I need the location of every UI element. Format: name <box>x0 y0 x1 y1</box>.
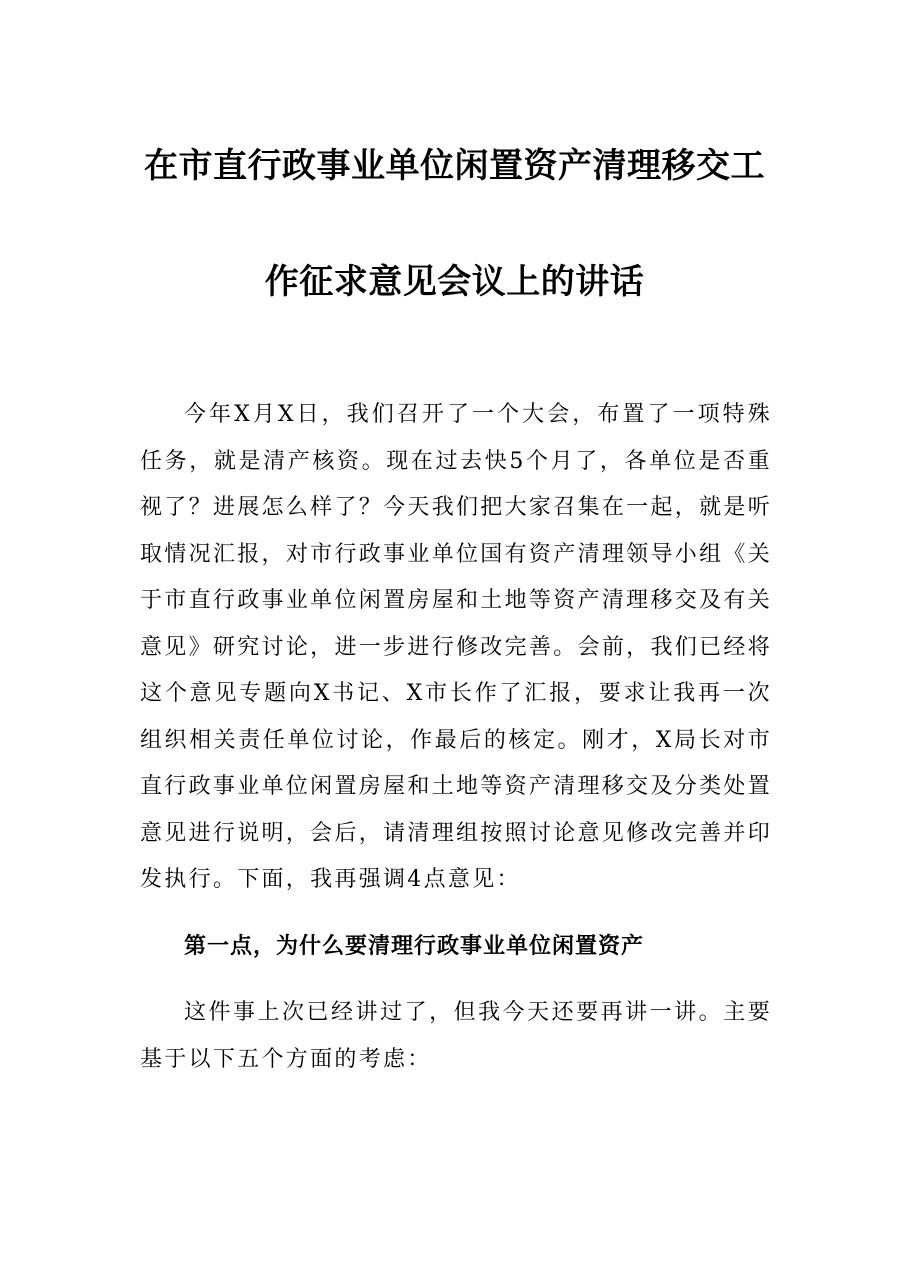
body-paragraph-intro: 今年X月X日，我们召开了一个大会，布置了一项特殊任务，就是清产核资。现在过去快5个月了，各单位是否重视了？进展怎么样了？今天我们把大家召集在一起，就是听取情况汇报，对市行政事业单位国有资产清理领导小组《关于市直行政事业单位闲置房屋和土地等资产清理移交及有关意见》研究讨论，进一步进行修改完善。会前，我们已经将这个意见专题向X书记、X市长作了汇报，要求让我再一次组织相关责任单位讨论，作最后的核定。刚才，X局长对市直行政事业单位闲置房屋和土地等资产清理移交及分类处置意见进行说明，会后，请清理组按照讨论意见修改完善并印发执行。下面，我再强调4点意见： <box>140 402 772 892</box>
section-heading-1: 第一点，为什么要清理行政事业单位闲置资产 <box>184 934 645 959</box>
document-title-line-1: 在市直行政事业单位闲置资产清理移交工 <box>144 146 765 186</box>
body-paragraph-section1: 这件事上次已经讲过了，但我今天还要再讲一讲。主要基于以下五个方面的考虑： <box>140 1000 772 1072</box>
document-title-line-2: 作征求意见会议上的讲话 <box>264 262 645 302</box>
